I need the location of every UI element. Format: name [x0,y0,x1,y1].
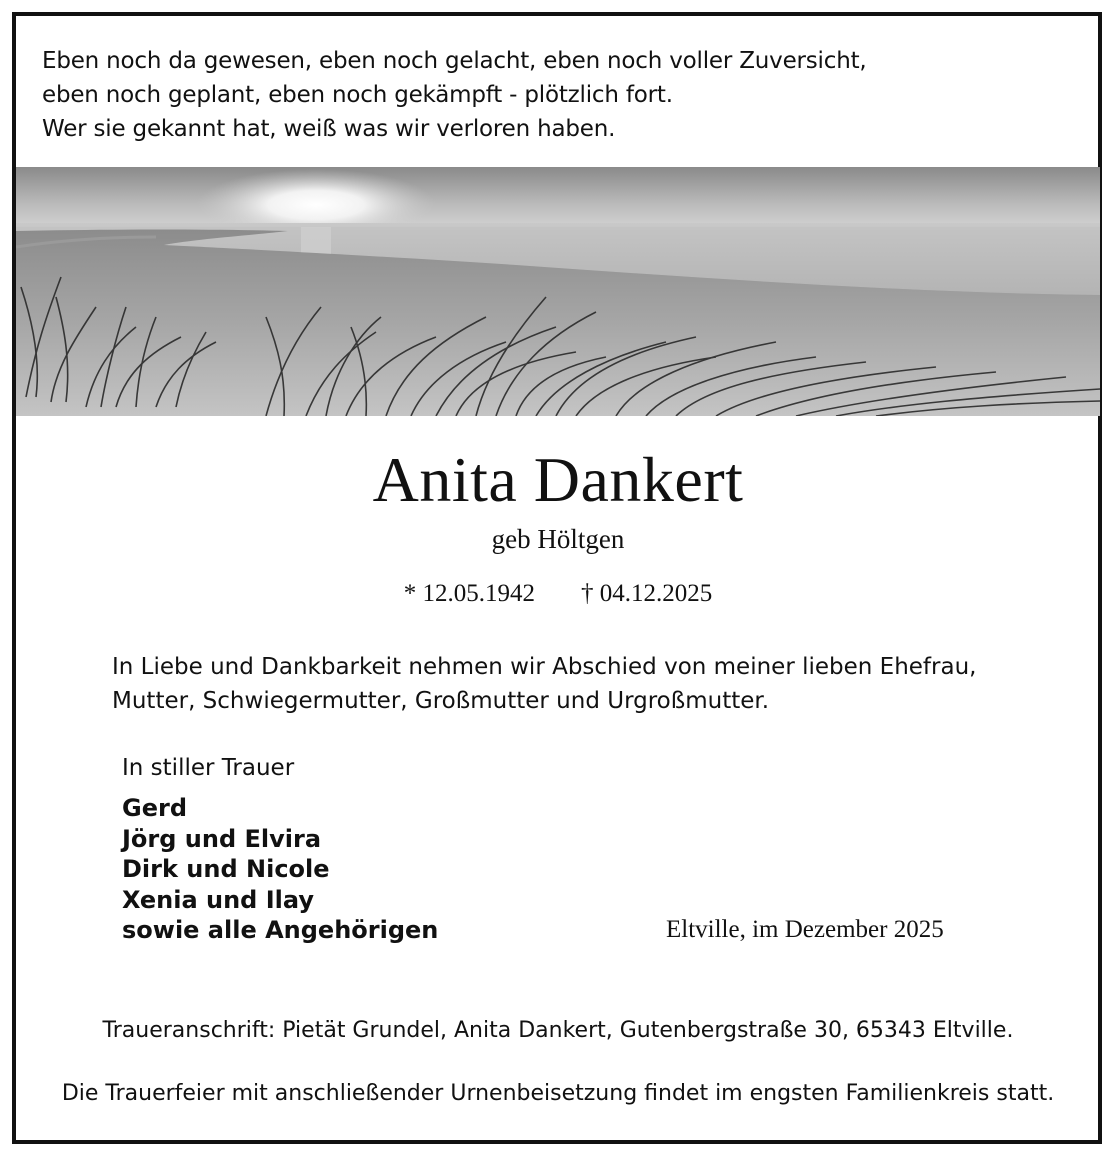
birth-date: * 12.05.1942 [403,580,535,607]
mourner-name: Dirk und Nicole [122,855,330,883]
motto-line: Wer sie gekannt hat, weiß was wir verloren haben. [42,116,616,142]
death-date: † 04.12.2025 [581,580,713,607]
mourning-intro: In stiller Trauer [122,755,295,781]
mourner-name: sowie alle Angehörigen [122,916,439,944]
beach-dune-sunset-photo [16,167,1100,416]
life-dates [16,578,1100,610]
farewell-line: In Liebe und Dankbarkeit nehmen wir Abschied von meiner lieben Ehefrau, [112,654,977,680]
mourning-address: Traueranschrift: Pietät Grundel, Anita Dankert, Gutenbergstraße 30, 65343 Eltville. [102,1018,1014,1043]
ceremony-note: Die Trauerfeier mit anschließender Urnenbeisetzung findet im engsten Familienkreis statt. [61,1081,1055,1106]
farewell-text [112,650,976,718]
deceased-name: Anita Dankert [372,444,744,515]
farewell-line: Mutter, Schwiegermutter, Großmutter und Urgroßmutter. [112,688,770,714]
mourners-list [122,793,438,946]
motto-line: eben noch geplant, eben noch gekämpft - plötzlich fort. [42,82,673,108]
place-date: Eltville, im Dezember 2025 [666,916,944,943]
obituary-frame [12,12,1102,1144]
mourner-name: Xenia und Ilay [122,885,314,914]
motto-line: Eben noch da gewesen, eben noch gelacht, eben noch voller Zuversicht, [42,48,867,74]
motto-verse [42,44,867,146]
mourner-name: Jörg und Elvira [122,824,322,853]
maiden-name: geb Höltgen [491,524,625,554]
mourner-name: Gerd [122,794,187,822]
